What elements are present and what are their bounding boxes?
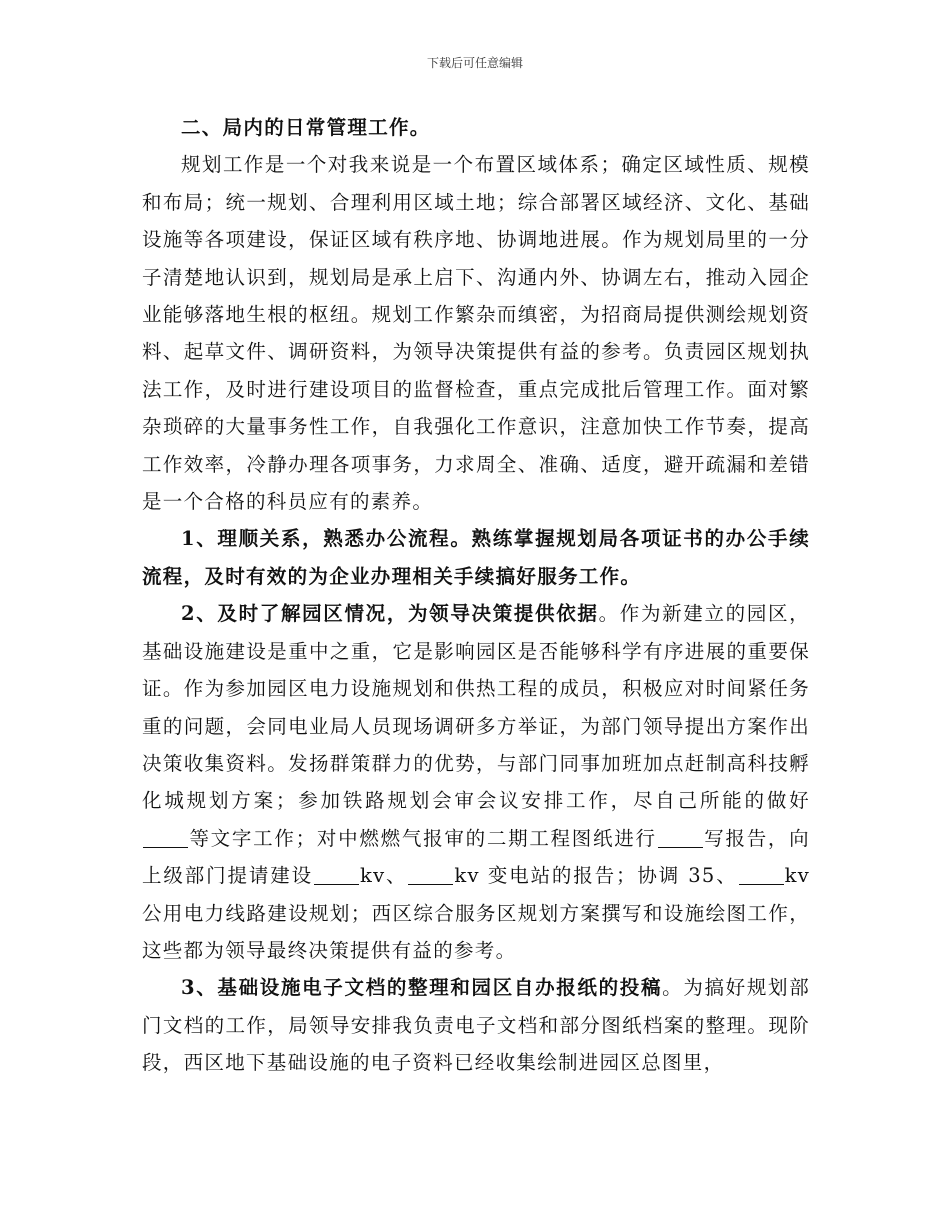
- item-2-body-c: 写报告，向上级部门提请建设: [142, 826, 810, 888]
- blank-underline: [143, 827, 188, 848]
- item-2-title: 2、及时了解园区情况，为领导决策提供依据: [181, 602, 599, 626]
- section-intro-paragraph: 规划工作是一个对我来说是一个布置区域体系；确定区域性质、规模和布局；统一规划、合理利用区域土地；综合部署区域经济、文化、基础设施等各项建设，保证区域有秩序地、协调地进展。作为规划局里的一分子清楚地认识到，规划局是承上启下、沟通内外、协调左右，推动入园企业能够落地生根的枢纽。规划工作繁杂而缜密，为招商局提供测绘规划资料、起草文件、调研资料，为领导决策提供有益的参考。负责园区规划执法工作，及时进行建设项目的监督检查，重点完成批后管理工作。面对繁杂琐碎的大量事务性工作，自我强化工作意识，注意加快工作节奏，提高工作效率，冷静办理各项事务，力求周全、准确、适度，避开疏漏和差错是一个合格的科员应有的素养。: [142, 153, 810, 514]
- item-1-title: 1、理顺关系，熟悉办公流程。: [181, 527, 472, 551]
- item-1-paragraph: [142, 520, 810, 595]
- blank-underline: [739, 865, 784, 886]
- item-2-body-d: kv、: [359, 864, 408, 888]
- item-2-body-e: kv 变电站的报告；协调 35、: [454, 864, 738, 888]
- blank-underline: [658, 827, 703, 848]
- item-2-paragraph: [142, 595, 810, 969]
- item-1-body: 熟练掌握规划局各项证书的办公手续流程，及时有效的为企业办理相关手续搞好服务工作。: [142, 527, 810, 588]
- blank-underline: [408, 865, 453, 886]
- item-3-body: 。为搞好规划部门文档的工作，局领导安排我负责电子文档和部分图纸档案的整理。现阶段，西区地下基础设施的电子资料已经收集绘制进园区总图里，: [142, 976, 811, 1075]
- item-3-paragraph: [142, 969, 810, 1081]
- page-header: 下载后可任意编辑: [426, 56, 523, 70]
- blank-underline: [314, 865, 359, 886]
- section-heading: 二、局内的日常管理工作。: [181, 116, 431, 139]
- item-2-body-b: 等文字工作；对中燃燃气报审的二期工程图纸进行: [189, 826, 657, 850]
- item-2-body-f: kv 公用电力线路建设规划；西区综合服务区规划方案撰写和设施绘图工作，这些都为领导最终决策提供有益的参考。: [142, 864, 811, 962]
- item-2-body-a: 。作为新建立的园区，基础设施建设是重中之重，它是影响园区是否能够科学有序进展的重要保证。作为参加园区电力设施规划和供热工程的成员，积极应对时间紧任务重的问题，会同电业局人员现场调研多方举证，为部门领导提出方案作出决策收集资料。发扬群策群力的优势，与部门同事加班加点赶制高科技孵化城规划方案；参加铁路规划会审会议安排工作，尽自己所能的做好: [142, 602, 810, 813]
- document-body: [142, 109, 810, 1082]
- item-3-title: 3、基础设施电子文档的整理和园区自办报纸的投稿: [181, 976, 663, 1000]
